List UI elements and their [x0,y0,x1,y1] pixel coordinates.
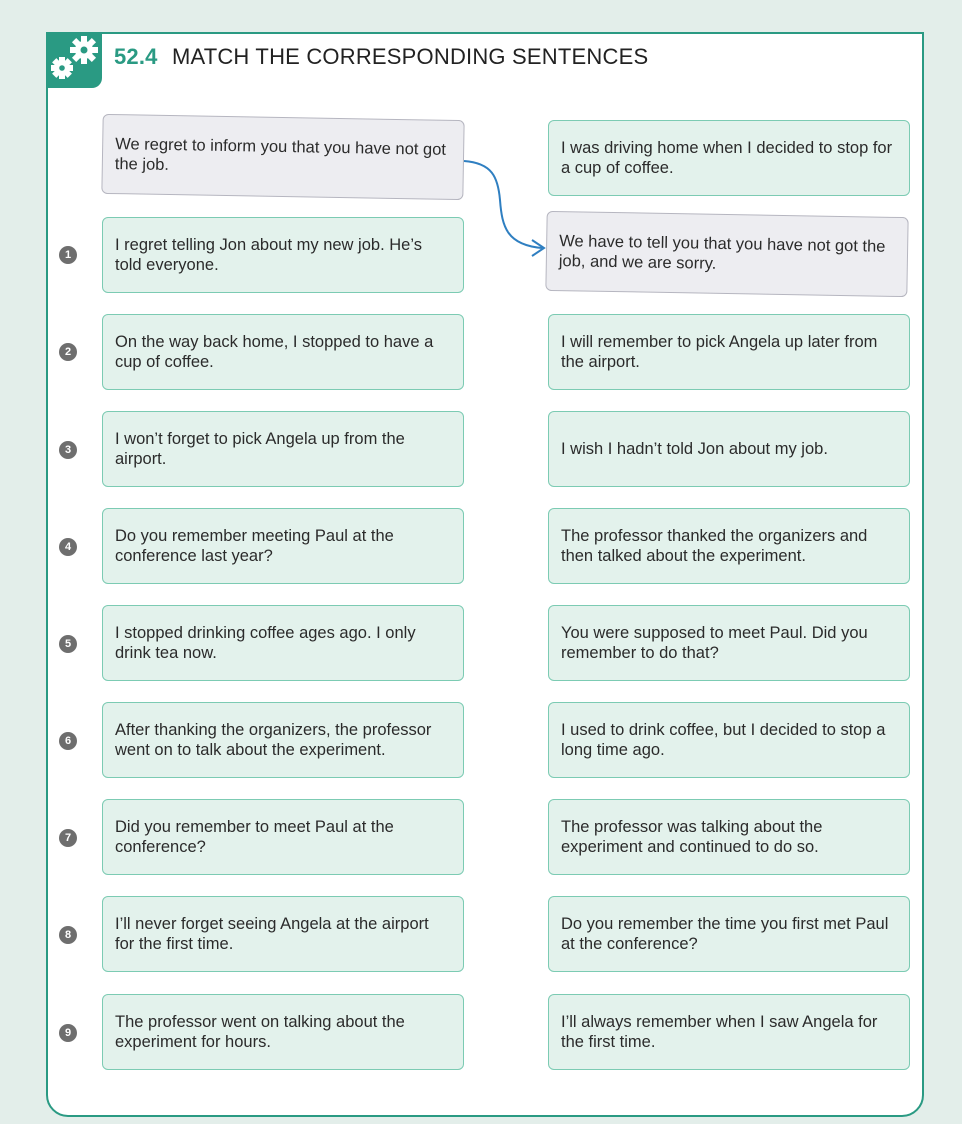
left-card-1[interactable] [102,217,464,293]
example-right-card [545,211,908,297]
left-card-text: After thanking the organizers, the professor went on to talk about the experiment. [115,721,432,759]
right-card-3[interactable] [548,411,910,487]
right-card-6[interactable] [548,702,910,778]
right-card-text: I will remember to pick Angela up later from the airport. [561,333,878,371]
item-number-badge: 5 [59,635,77,653]
left-card-text: I regret telling Jon about my new job. He’s told everyone. [115,236,422,274]
exercise-title: MATCH THE CORRESPONDING SENTENCES [171,44,649,69]
item-number-badge: 9 [59,1024,77,1042]
left-card-text: The professor went on talking about the experiment for hours. [115,1013,405,1051]
left-card-text: I stopped drinking coffee ages ago. I only drink tea now. [115,624,416,662]
right-card-1[interactable] [548,120,910,196]
left-card-8[interactable] [102,896,464,972]
example-left-text: We regret to inform you that you have not got the job. [114,135,447,175]
example-arrow-icon [462,155,554,260]
left-card-9[interactable] [102,994,464,1070]
right-card-text: I’ll always remember when I saw Angela for the first time. [561,1013,878,1051]
left-card-6[interactable] [102,702,464,778]
right-card-text: Do you remember the time you first met Paul at the conference? [561,915,889,953]
right-card-text: I was driving home when I decided to stop for a cup of coffee. [561,139,893,177]
right-card-9[interactable] [548,994,910,1070]
right-card-2[interactable] [548,314,910,390]
item-number-badge: 6 [59,732,77,750]
right-card-text: The professor was talking about the experiment and continued to do so. [561,818,823,856]
exercise-heading [114,44,648,70]
right-card-4[interactable] [548,508,910,584]
left-card-4[interactable] [102,508,464,584]
right-card-text: The professor thanked the organizers and then talked about the experiment. [561,527,868,565]
example-right-text: We have to tell you that you have not got the job, and we are sorry. [558,232,886,273]
right-card-text: You were supposed to meet Paul. Did you remember to do that? [561,624,868,662]
exercise-number: 52.4 [114,44,158,69]
gears-icon [46,32,102,88]
left-card-text: On the way back home, I stopped to have a cup of coffee. [115,333,434,371]
left-card-7[interactable] [102,799,464,875]
item-number-badge: 7 [59,829,77,847]
item-number-badge: 3 [59,441,77,459]
left-card-text: I’ll never forget seeing Angela at the airport for the first time. [115,915,429,953]
item-number-badge: 4 [59,538,77,556]
right-card-text: I used to drink coffee, but I decided to stop a long time ago. [561,721,886,759]
right-card-7[interactable] [548,799,910,875]
item-number-badge: 2 [59,343,77,361]
item-number-badge: 8 [59,926,77,944]
left-card-text: Did you remember to meet Paul at the conference? [115,818,394,856]
left-card-5[interactable] [102,605,464,681]
item-number-badge: 1 [59,246,77,264]
right-card-8[interactable] [548,896,910,972]
right-card-5[interactable] [548,605,910,681]
left-card-text: I won’t forget to pick Angela up from the airport. [115,430,405,468]
left-card-2[interactable] [102,314,464,390]
left-card-3[interactable] [102,411,464,487]
left-card-text: Do you remember meeting Paul at the conference last year? [115,527,394,565]
right-card-text: I wish I hadn’t told Jon about my job. [561,440,828,458]
example-left-card [101,114,464,200]
